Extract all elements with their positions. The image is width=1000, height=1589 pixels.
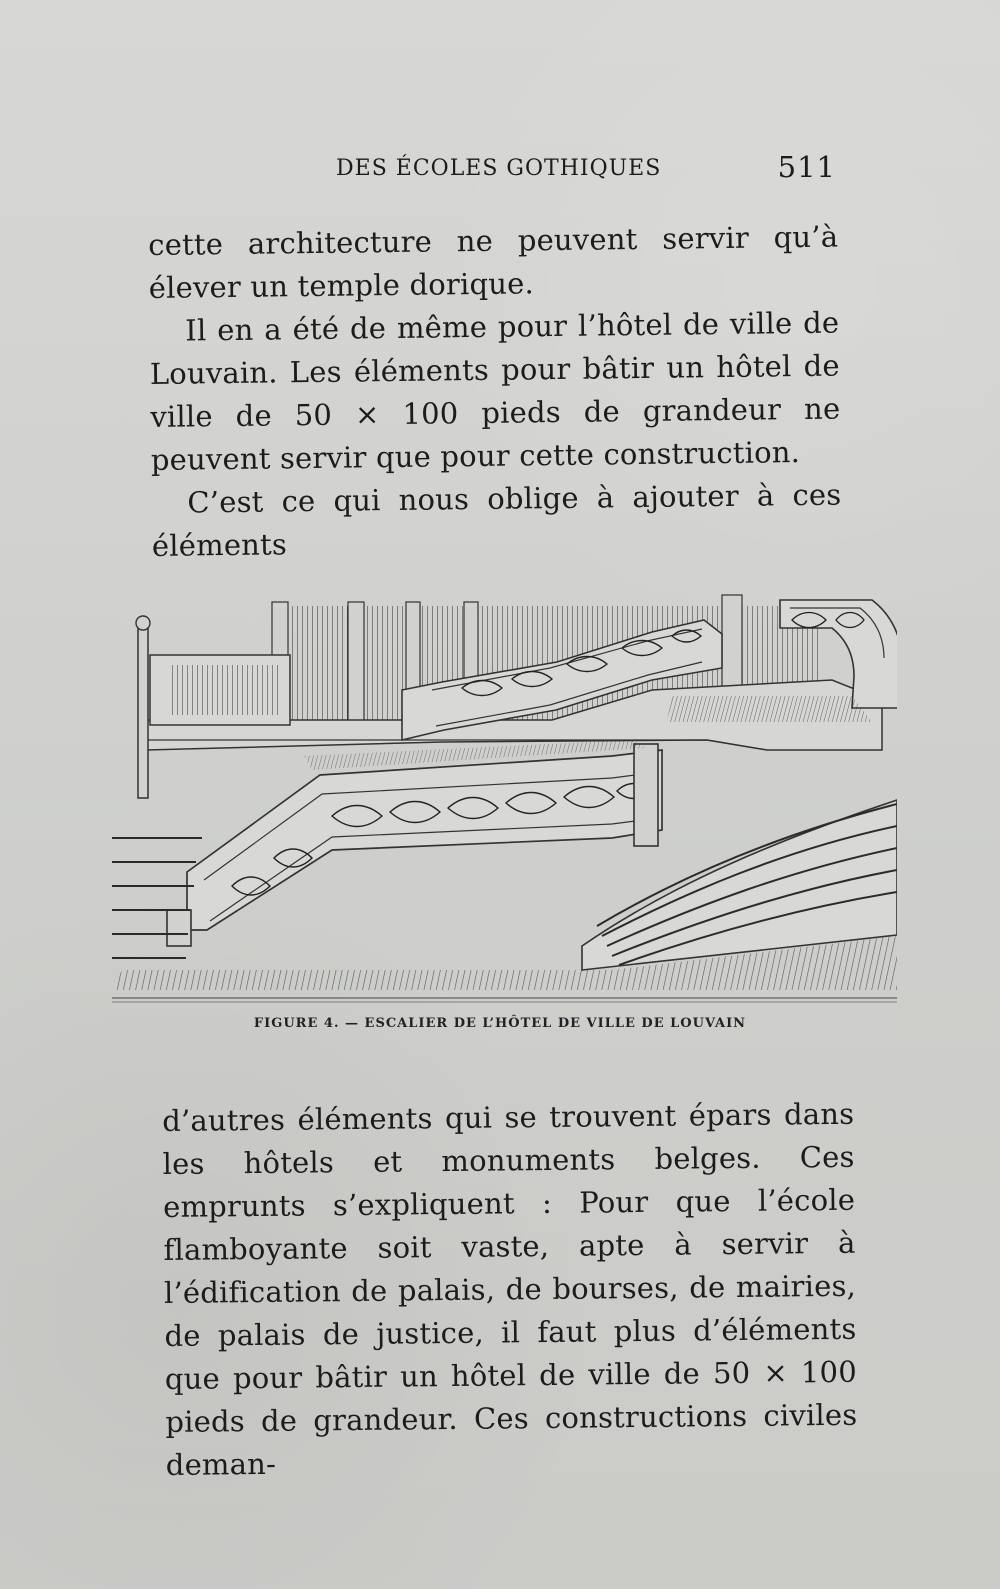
body-text-top (148, 216, 842, 568)
paragraph-1: cette architecture ne peuvent servir qu’à élever un temple dorique. (148, 219, 839, 305)
paragraph-2: Il en a été de même pour l’hôtel de ville de Louvain. Les éléments pour bâtir un hôtel de ville de 50 × 100 pieds de grandeur ne peuvent servir que pour cette construction. (149, 305, 841, 477)
page-number: 511 (777, 150, 836, 184)
running-title: DES ÉCOLES GOTHIQUES (336, 156, 662, 181)
paragraph-4: d’autres éléments qui se trouvent épars dans les hôtels et monuments belges. Ces emprunts s’expliquent : Pour que l’école flamboyante soit vaste, apte à servir à l’édification de palais, de bourses, de mairies, de palais de justice, il faut plus d’éléments que pour bâtir un hôtel de ville de 50 × 100 pieds de grandeur. Ces constructions civiles deman- (162, 1096, 858, 1482)
page-header (336, 150, 836, 196)
paragraph-3: C’est ce qui nous oblige à ajouter à ces éléments (151, 477, 842, 563)
body-text-bottom (162, 1093, 858, 1487)
staircase-illustration (112, 580, 897, 1010)
figure-caption: FIGURE 4. — ESCALIER DE L’HÔTEL DE VILLE DE LOUVAIN (253, 1016, 747, 1031)
